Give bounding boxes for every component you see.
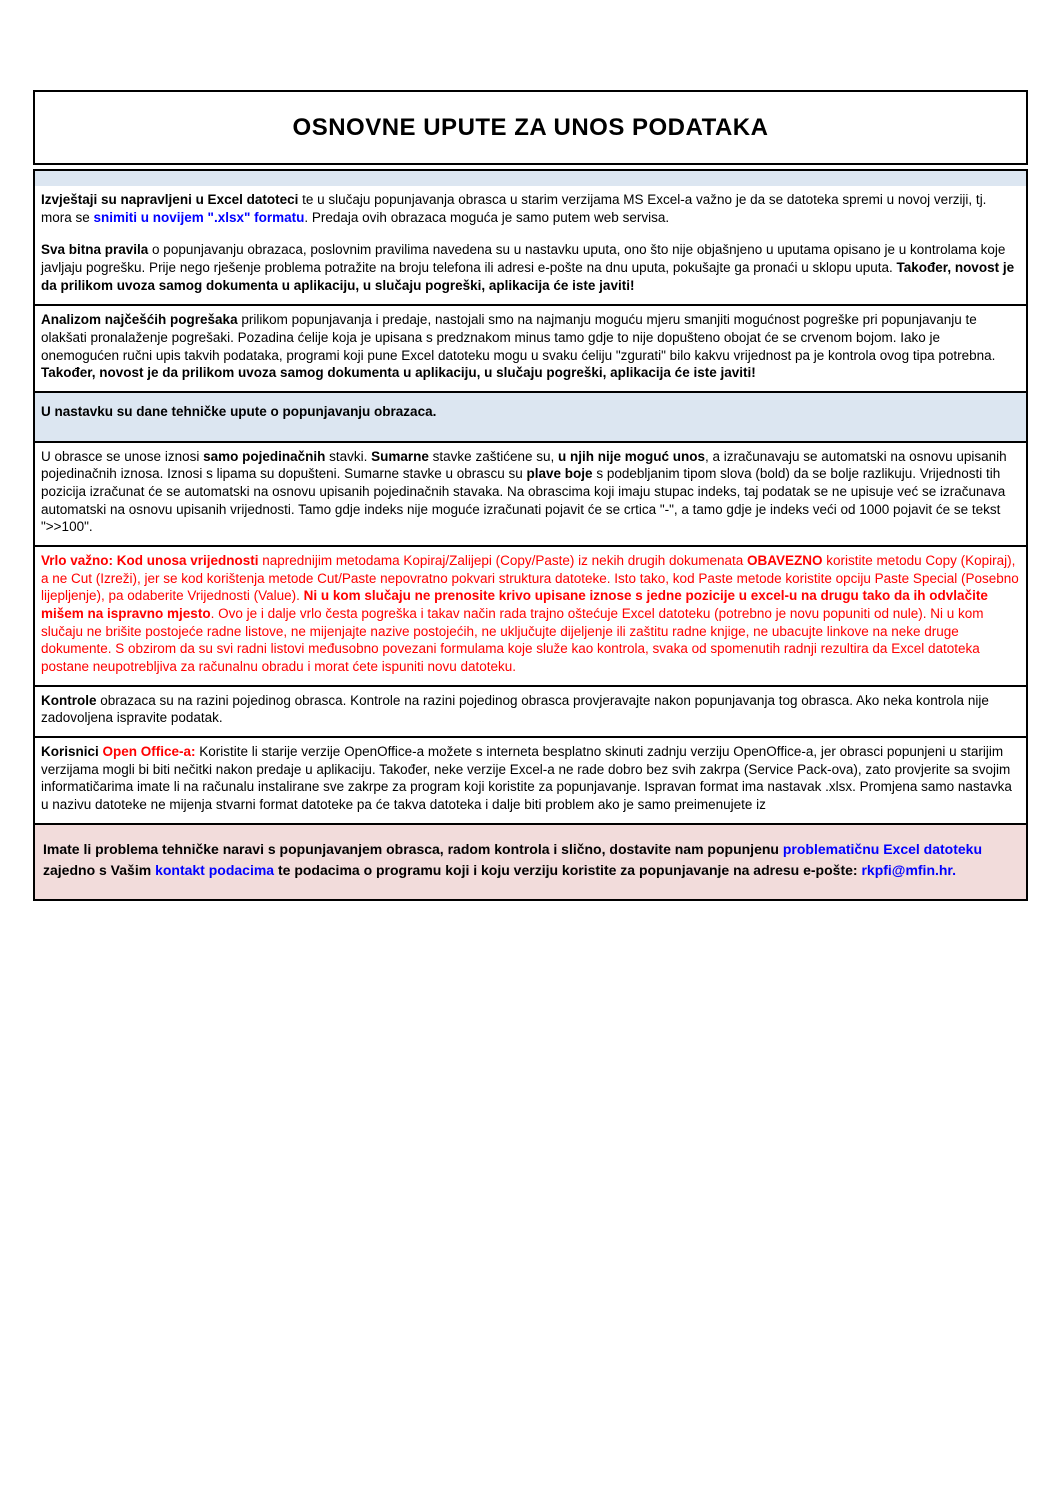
open-office-box [33,736,1028,825]
text-run: OBAVEZNO [747,553,823,569]
controls-box [33,685,1028,738]
intro-box [33,169,1028,306]
text-run: samo pojedinačnih [203,448,326,464]
text-run: plave boje [526,466,593,482]
text-run: te podacima o programu koji i koju verziju koristite za popunjavanje na adresu e-pošte: [274,861,862,878]
text-run: Imate li problema tehničke naravi s popunjavanjem obrasca, radom kontrola i slično, dostavite nam popunjenu [43,840,783,857]
text-run: koristite metodu Copy (Kopiraj), a ne Cut (Izreži), jer se kod korištenja metode Cut/Paste nepovratno pokvari struktura datoteke. Isto tako, kod Paste metode koristite opciju Paste Special (Posebno lijepljenje), pa odaberite Vrijednosti (Value). [41,553,1019,604]
text-run: Vrlo važno: Kod unosa vrijednosti [41,553,259,569]
tech-header-box [33,391,1028,443]
support-note-box [33,823,1028,901]
emphasis-problem-file: problematičnu Excel datoteku [782,840,983,857]
text-run: Također, novost je da prilikom uvoza samog dokumenta u aplikaciju, u slučaju pogreški, aplikacija će iste javiti! [41,260,1015,293]
very-important-box [33,545,1028,687]
text-run: snimiti u novijem ".xlsx" formatu [93,209,305,225]
paragraph-excel-reports [35,189,1026,230]
text-run: Koristite li starije verzije OpenOffice-a možete s interneta besplatno skinuti zadnju verziju OpenOffice-a, jer obrasci popunjeni u starijim verzijama mogli bi biti nečitki nakon predaje u aplikaciju. Također, neke verzije Excel-a ne rade dobro bez svih zakrpa (Service Pack-ova), zato provjerite sa svojim informatičarima imate li na računalu instalirane sve zakrpe za program koji koristite za popunjavanje. Ispravan format ima nastavak .xlsx. Promjena samo nastavka u nazivu datoteke ne mijenja stvarni format datoteke pa će takva datoteka i dalje biti problem ako je samo preimenujete iz [41,744,1012,813]
document-content [33,90,1028,901]
emphasis-contact-info: kontakt podacima [155,861,275,878]
paragraph-controls [35,690,1026,731]
paragraph-support-note [37,837,1024,885]
text-run: zajedno s Vašim [43,861,156,878]
tech-header: U nastavku su dane tehničke upute o popunjavanju obrazaca. [41,404,437,420]
text-run: . Predaja ovih obrazaca moguća je samo putem web servisa. [304,209,670,225]
text-run: o popunjavanju obrazaca, poslovnim pravilima navedena su u nastavku uputa, ono što nije objašnjeno u uputama opisano je u kontrolama koje javljaju pogrešku. Prije nego rješenje problema potražite na broju telefona ili adresi e-pošte na dnu uputa, pokušajte ga pronaći u sklopu uputa. [41,242,1006,276]
text-run: Ni u kom slučaju ne prenosite krivo upisane iznose s jedne pozicije u excel-u na drugu tako da ih odvlačite mišem na ispravno mjesto [41,588,988,622]
text-run: Kontrole [41,692,97,708]
text-run: prilikom popunjavanja i predaje, nastojali smo na najmanju moguću mjeru smanjiti mogućnost pogreške pri popunjavanju te olakšati pronalaženje pogrešaki. Pozadina ćelije koja je upisana s predznakom minus tamo gdje to nije dopušteno obojat će se crvenom bojom. Iako je onemogućen ručni upis takvih podataka, programi koji pune Excel datoteku mogu u svaku ćeliju "zgurati" bilo kakvu vrijednost pa je kontrola ovog tipa potrebna. [41,312,996,363]
text-run: stavki. [325,448,372,464]
paragraph-rules [35,239,1026,298]
text-run: Sva bitna pravila [41,242,149,258]
text-run: Također, novost je da prilikom uvoza samog dokumenta u aplikaciju, u slučaju pogreški, aplikacija će iste javiti! [41,365,756,381]
email-address[interactable]: rkpfi@mfin.hr. [861,861,957,878]
text-run: Analizom najčešćih pogrešaka [41,312,238,328]
page-title: OSNOVNE UPUTE ZA UNOS PODATAKA [292,113,769,141]
title-box [33,90,1028,165]
text-run: , a izračunavaju se automatski na osnovu upisanih pojedinačnih iznosa. Iznosi s lipama su dopušteni. Sumarne stavke u obrascu su [41,448,1007,482]
analysis-box [33,304,1028,393]
entry-rules-box [33,441,1028,547]
text-run: . Ovo je i dalje vrlo česta pogreška i takav način rada trajno oštećuje Excel datoteku (potrebno je novu popuniti od nule). Ni u kom slučaju ne brišite postojeće radne listove, ne mijenjajte nazive postojećih, ne uključujte dijeljenje ili zaštitu radne knjige, ne ubacujte linkove na neke druge dokumente. S obzirom da su svi radni listovi međusobno povezani formulama koje služe kao kontrola, svaka od spomenutih radnji rezultira da Excel datoteka postane neupotrebljiva za računalnu obradu i morat ćete ispuniti novu datoteku. [41,606,984,675]
text-run: Sumarne [371,448,429,464]
paragraph-open-office [35,741,1026,818]
text-run: stavke zaštićene su, [428,448,558,464]
text-run: Izvještaji su napravljeni u Excel datoteci [41,192,299,207]
text-run: s podebljanim tipom slova (bold) da se bolje razlikuju. Vrijednosti tih pozicija izračunat će se automatski na osnovu upisanih pojedinačnih stavaka. Na obrascima koji imaju stupac indeks, taj podatak se ne upisuje već se izračunava automatski na osnovu upisanih vrijednosti. Tamo gdje indeks nije moguće izračunati pojavit će se crtica "-", a tamo gdje je indeks veći od 1000 pojavit će se tekst ">>100". [41,466,1006,535]
blue-band [35,171,1026,186]
text-run: U obrasce se unose iznosi [41,448,204,464]
text-run: Korisnici [41,744,103,760]
paragraph-entry-rules [35,446,1026,540]
paragraph-error-analysis [35,309,1026,386]
text-run: te u slučaju popunjavanja obrasca u starim verzijama MS Excel-a važno je da se datoteka spremi u novoj verziji, tj. mora se [41,192,987,225]
text-run: Open Office-a: [102,744,196,760]
paragraph-very-important [35,550,1026,680]
text-run: u njih nije moguć unos [557,448,705,464]
text-run: obrazaca su na razini pojedinog obrasca. Kontrole na razini pojedinog obrasca provjeravajte nakon popunjavanja tog obrasca. Ako neka kontrola nije zadovoljena ispravite podatak. [41,692,989,726]
text-run: naprednijim metodama Kopiraj/Zalijepi (Copy/Paste) iz nekih drugih dokumenata [258,553,748,569]
